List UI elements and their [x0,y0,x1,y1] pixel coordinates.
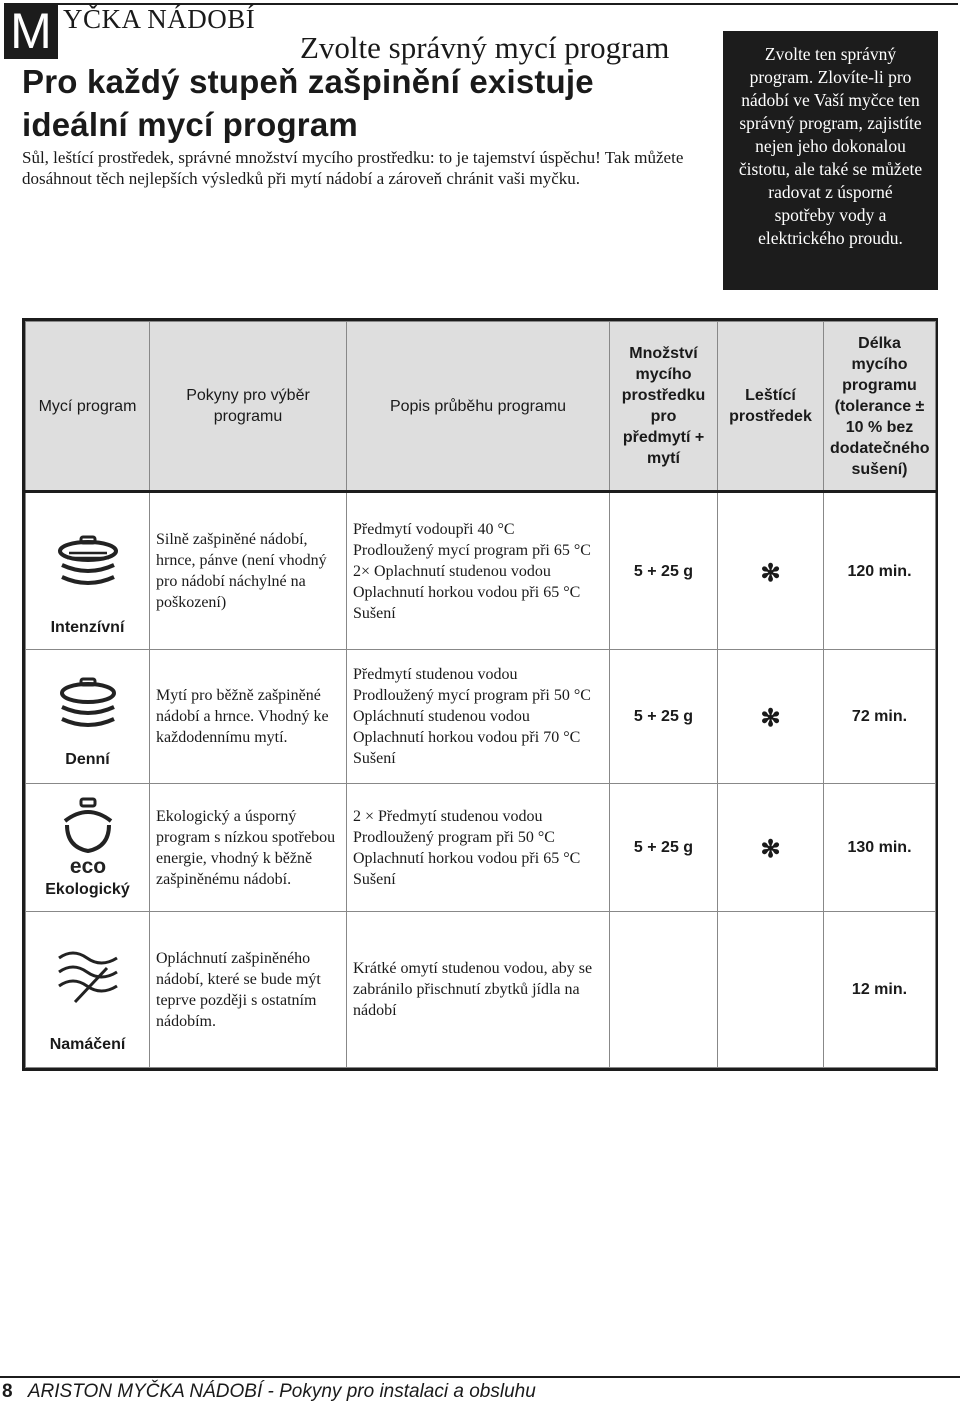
table-row [26,650,936,784]
intro-paragraph [22,147,712,189]
description-line: Oplachnutí horkou vodou při 65 °C [353,849,581,867]
program-cell [26,784,150,912]
eco-icon [53,797,123,877]
headline-line-2: ideální mycí program [22,106,358,143]
header-quantity: Množství mycího prostředku pro předmytí + mytí [610,322,718,492]
table-row [26,784,936,912]
description-line: Sušení [353,604,396,622]
table-row [26,912,936,1068]
pot-heavy-icon [53,529,123,599]
description-line: Prodloužený mycí program při 50 °C [353,687,591,704]
side-note: Zvolte ten správný program. Zlovíte-li pro nádobí ve Vaší myčce ten správný program, zajistíte nejen jeho dokonalou čistotu, ale také se můžete radovat z úsporné spotřeby vody a elektrického proudu. [723,31,938,290]
description-line: Předmytí vodoupři 40 °C [353,520,515,538]
description-cell [347,912,610,1068]
intro-line-1: Sůl, leštící prostředek, správné množství mycího prostředku: to je tajemství úspěchu! [22,148,601,167]
description-line: 2 × Předmytí studenou vodou [353,807,543,825]
description-line: 2× Oplachnutí studenou vodou [353,562,551,580]
program-name: Intenzívní [50,618,125,636]
footer-rule [0,1376,960,1378]
rinse-aid-mark: ✻ [760,560,781,587]
program-cell [26,650,150,784]
program-cell [26,492,150,650]
duration-cell: 72 min. [824,650,936,784]
description-line: Krátké omytí studenou vodou, aby se zabránilo přischnutí zbytků jídla na nádobí [353,960,593,1019]
description-line: Sušení [353,870,396,888]
description-cell [347,492,610,650]
program-name: Denní [65,751,110,768]
table-row [26,492,936,650]
pot-icon [53,675,123,739]
footer-text: ARISTON MYČKA NÁDOBÍ - Pokyny pro instalaci a obsluhu [27,1381,536,1402]
duration-cell: 120 min. [824,492,936,650]
header-description: Popis průběhu programu [347,322,610,492]
description-cell [347,650,610,784]
quantity-cell: 5 + 25 g [610,650,718,784]
quantity-cell: 5 + 25 g [610,784,718,912]
table-header-row [26,322,936,492]
description-cell [347,784,610,912]
page-title: Zvolte správný mycí program [300,30,670,65]
description-line: Oplachnutí horkou vodou při 65 °C [353,583,581,601]
section-initial: M [4,3,58,59]
description-line: Předmytí studenou vodou [353,666,518,683]
quantity-cell: 5 + 25 g [610,492,718,650]
instructions-cell: Opláchnutí zašpiněného nádobí, které se bude mýt teprve později s ostatním nádobím. [150,912,347,1068]
description-line: Prodloužený program při 50 °C [353,828,555,846]
instructions-cell: Silně zašpiněné nádobí, hrnce, pánve (není vhodný pro nádobí náchylné na poškození) [150,492,347,650]
duration-cell: 130 min. [824,784,936,912]
description-line: Sušení [353,750,396,767]
headline [22,60,712,146]
rinse-aid-cell [718,650,824,784]
header-rinse-aid: Leštící prostředek [718,322,824,492]
header-program: Mycí program [26,322,150,492]
program-table [22,318,938,1071]
description-line: Prodloužený mycí program při 65 °C [353,541,591,559]
rinse-aid-cell [718,912,824,1068]
intro-line-2: Tak můžete dosáhnout těch nejlepších výsledků při mytí nádobí a zároveň chránit vaši myčku. [22,148,684,188]
soak-icon [53,944,123,1008]
eco-label: eco [69,855,106,877]
rinse-aid-cell [718,784,824,912]
header-instructions: Pokyny pro výběr programu [150,322,347,492]
rinse-aid-cell [718,492,824,650]
program-name: Namáčení [49,1036,126,1053]
rinse-aid-mark: ✻ [760,837,781,863]
header-duration: Délka mycího programu (tolerance ± 10 % bez dodatečného sušení) [824,322,936,492]
instructions-cell: Mytí pro běžně zašpiněné nádobí a hrnce. Vhodný ke každodennímu mytí. [150,650,347,784]
instructions-cell: Ekologický a úsporný program s nízkou spotřebou energie, vhodný k běžně zašpiněnému nádobí. [150,784,347,912]
page-footer [2,1381,536,1403]
headline-line-1: Pro každý stupeň zašpinění existuje [22,63,594,100]
quantity-cell [610,912,718,1068]
duration-cell: 12 min. [824,912,936,1068]
program-name: Ekologický [45,881,130,898]
description-line: Opláchnutí studenou vodou [353,708,530,725]
description-line: Oplachnutí horkou vodou při 70 °C [353,729,581,746]
rinse-aid-mark: ✻ [760,706,781,732]
section-name: YČKA NÁDOBÍ [63,4,256,34]
page-number: 8 [2,1381,13,1402]
program-cell [26,912,150,1068]
